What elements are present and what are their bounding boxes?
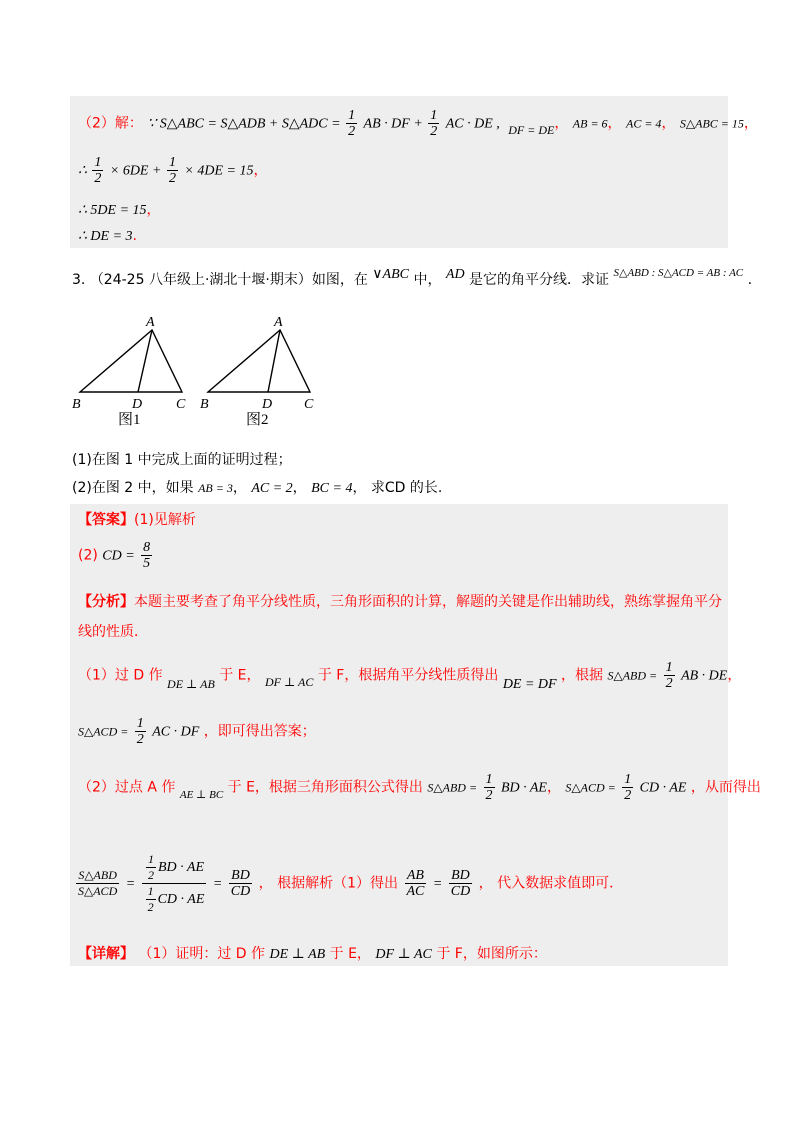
answer-line2: (2) CD = $\frac{8}{5}$ — [78, 540, 151, 571]
analysis-p1-line2: S△ACD = $\frac{1}{2}$ AC · DF ，即可得出答案； — [78, 716, 316, 747]
triangle-figures — [70, 310, 350, 440]
part2-line1: （2）解： ∵ S△ABC = S△ADB + S△ADC = $\frac{1}{2}$ AB · DF + $\frac{1}{2}$ AC · DE , DF = DE， AB = 6， AC = 4， S△ABC = 15， — [78, 108, 758, 139]
fig2-label-c: C — [304, 397, 314, 412]
analysis-p2-line1: （2）过点 A 作 $_{AE \perp BC}$ 于 E，根据三角形面积公式得出 S△ABD = $\frac{1}{2}$ BD · AE， S△ACD = $\frac{1}{2}$ CD · AE ，从而得出 — [78, 772, 761, 803]
figure-1 — [72, 315, 186, 428]
analysis-line2: 线的性质． — [78, 624, 148, 640]
fig1-label-c: C — [176, 397, 186, 412]
part2-line2: ∴ $\frac{1}{2}$ × 6DE + $\frac{1}{2}$ × 4DE = 15， — [78, 155, 268, 186]
question-3-stem: 3. （24-25 八年级上·湖北十堰·期末）如图，在 ∨ABC 中， AD 是它的角平分线．求证 $^{S\triangle ABD : S\triangle ACD = AB : AC}$ . — [72, 267, 753, 288]
subquestion-2: (2)在图 2 中，如果 AB = 3， AC = 2， BC = 4， 求CD 的长. — [72, 480, 443, 496]
detail-line: 【详解】 （1）证明：过 D 作 DE ⊥ AB 于 E， DF ⊥ AC 于 F，如图所示： — [78, 946, 547, 962]
part2-line3: ∴ 5DE = 15， — [78, 202, 161, 218]
subquestion-1: (1)在图 1 中完成上面的证明过程； — [72, 452, 292, 468]
analysis-line1: 【分析】本题主要考查了角平分线性质，三角形面积的计算，解题的关键是作出辅助线，熟练掌握角平分 — [78, 594, 722, 610]
fig1-label-d: D — [132, 397, 143, 412]
fig2-label-d: D — [262, 397, 273, 412]
fig1-label-a: A — [146, 315, 155, 330]
answer-line1: 【答案】(1)见解析 — [78, 512, 196, 528]
fig1-caption: 图1 — [118, 412, 141, 428]
part2-label: （2）解： — [78, 115, 143, 132]
figure-2 — [200, 315, 314, 428]
analysis-p1-line1: （1）过 D 作 DE ⊥ AB 于 E， DF ⊥ AC 于 F，根据角平分线性质得出 DE = DF ，根据 S△ABD = $\frac{1}{2}$ AB · DE， — [78, 660, 742, 692]
fig2-caption: 图2 — [246, 412, 269, 428]
analysis-ratio-line: $\frac{\text{S△ABD}}{\text{S△ACD}}$ = $\frac{1}{2}$ BD · AE $\frac{1}{2}$ CD · AE = $\frac{BD}{CD}$ ， 根据解析（1）得出 $\frac{AB}{AC}$ = $\frac{BD}{CD}$ ， 代入数据求值即可． — [78, 852, 624, 914]
fig2-label-b: B — [200, 397, 209, 412]
fig2-label-a: A — [274, 315, 283, 330]
fig1-label-b: B — [72, 397, 81, 412]
part2-line4: ∴ DE = 3. — [78, 228, 137, 244]
